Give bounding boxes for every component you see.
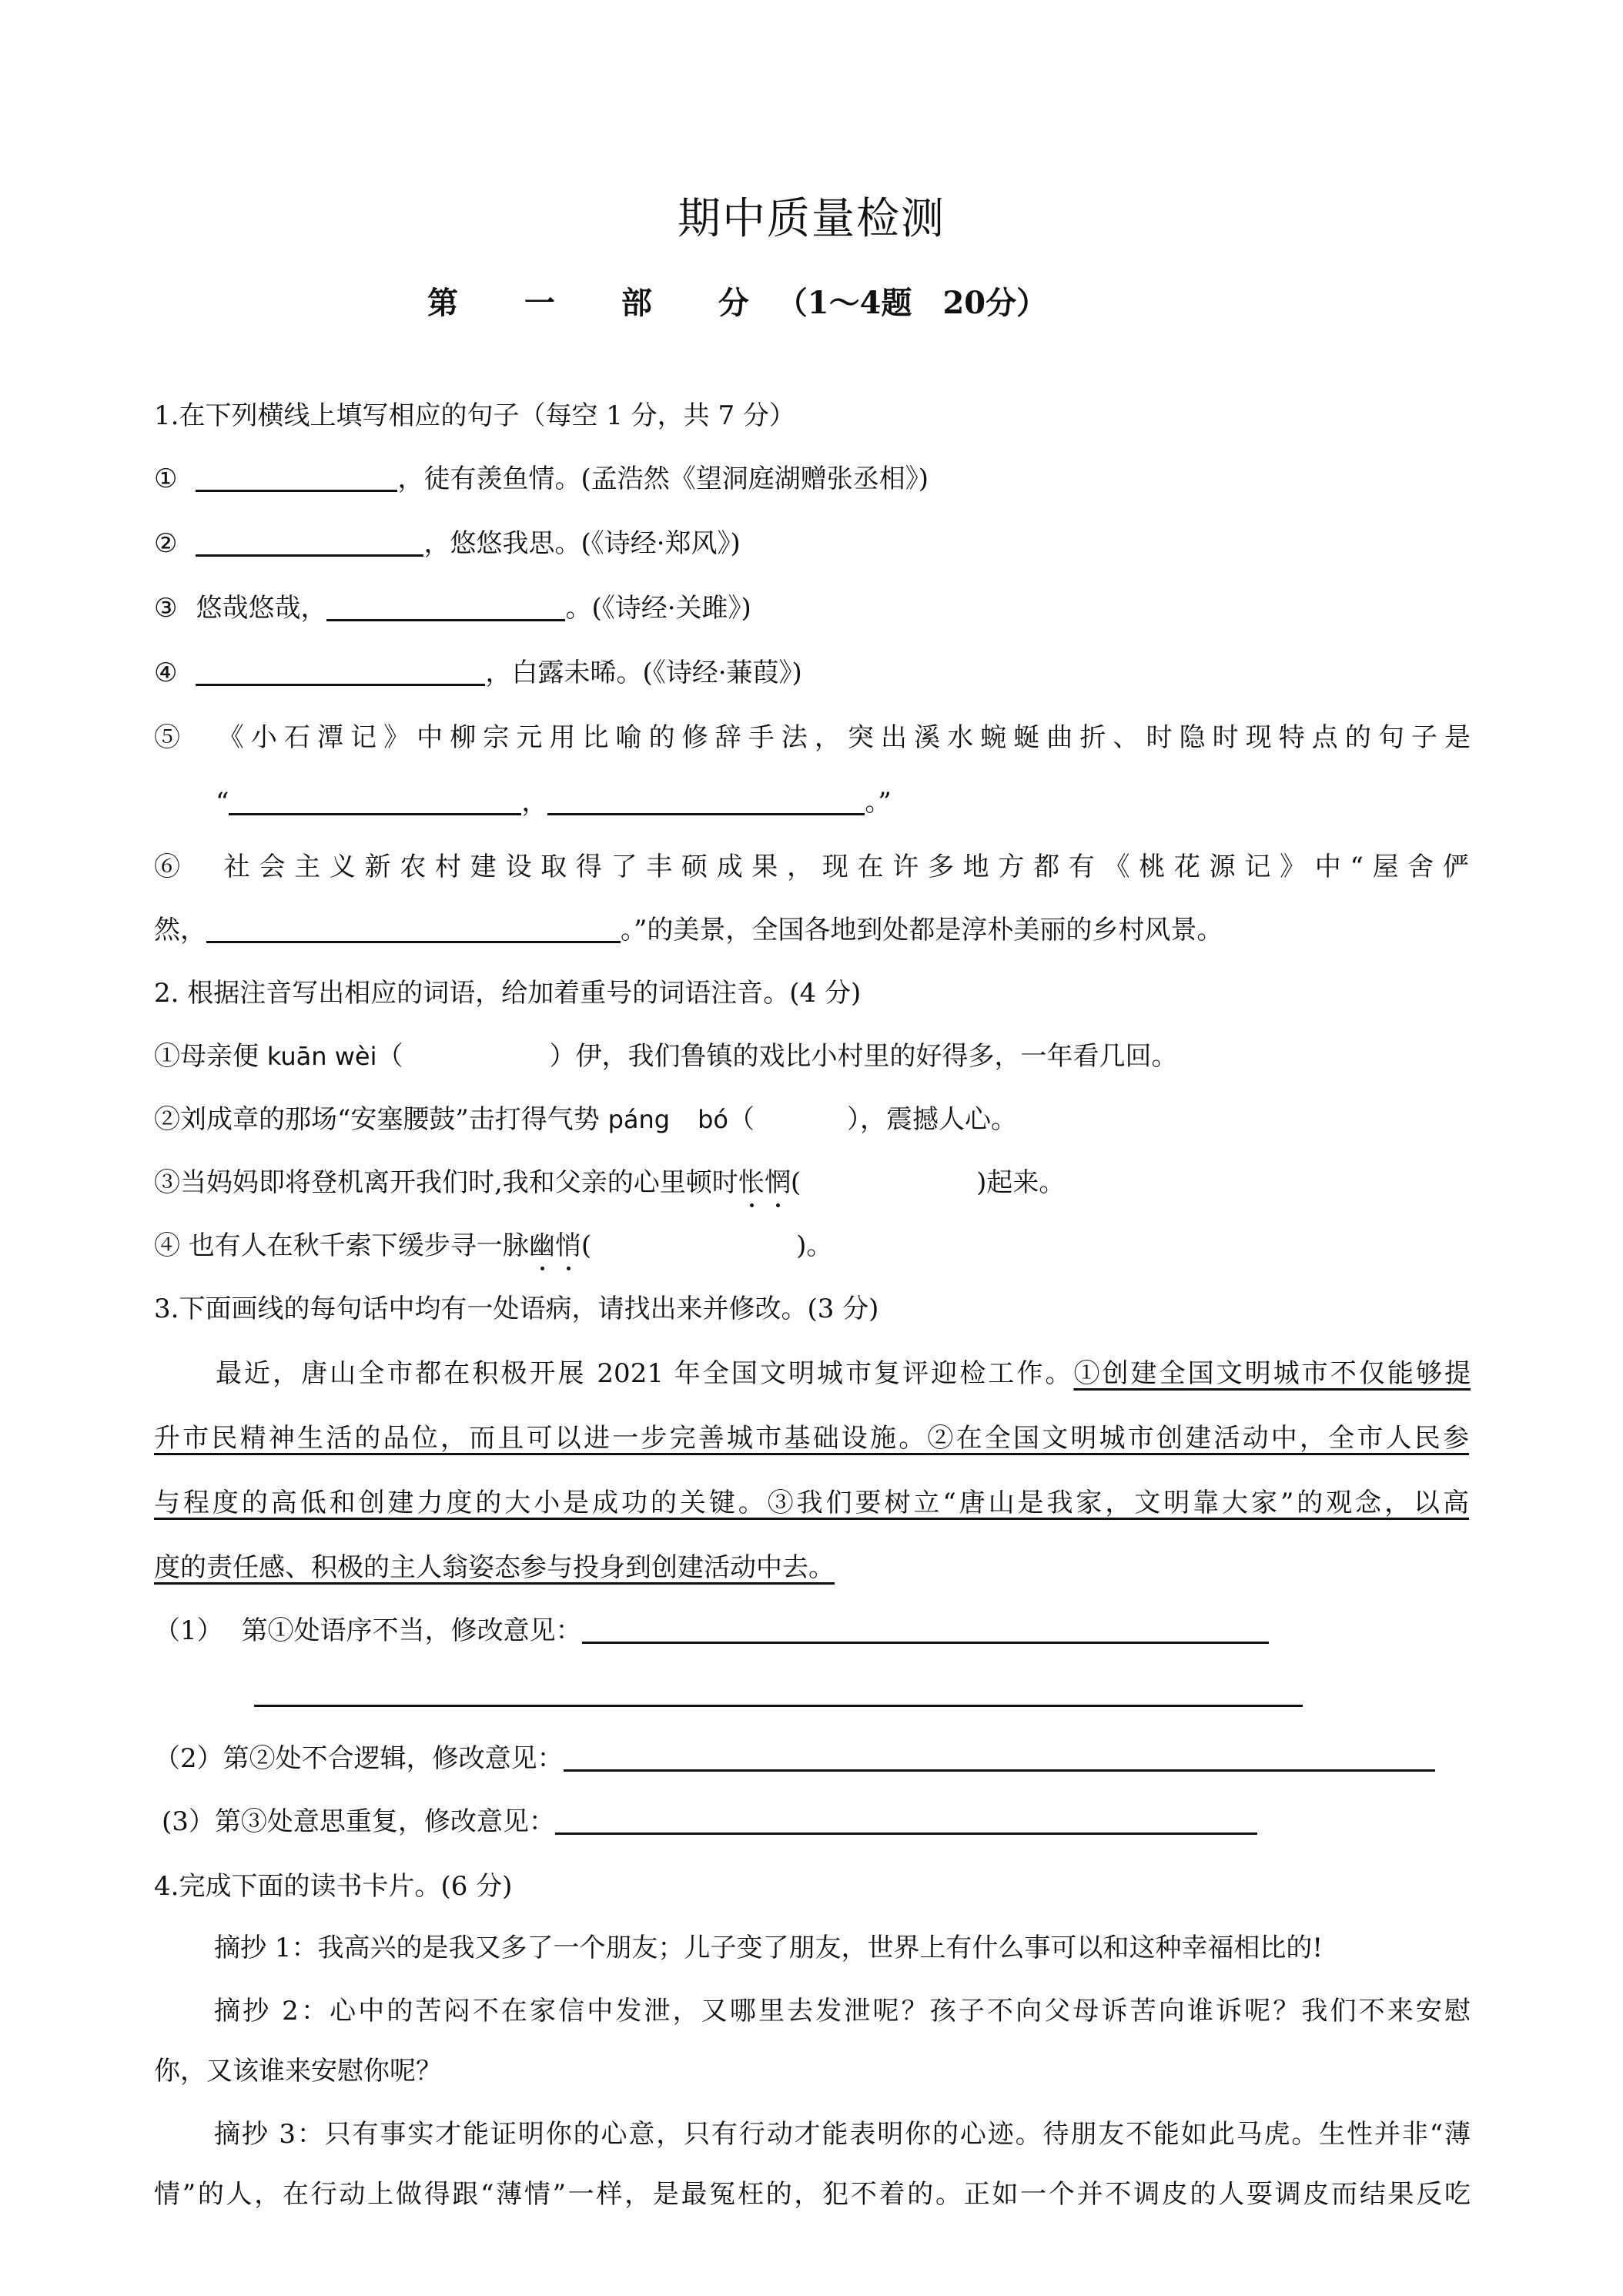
underlined-sentence: 度的责任感、积极的主人翁姿态参与投身到创建活动中去。 [154, 1552, 835, 1583]
q1-item-4 [154, 656, 802, 690]
q3-stem: 3.下面画线的每句话中均有一处语病，请找出来并修改。(3 分) [154, 1294, 879, 1324]
item-text: 社会主义新农村建设取得了丰硕成果，现在许多地方都有《桃花源记》中“屋舍俨 [223, 852, 1469, 882]
emphasis-char: 怅 [738, 1167, 765, 1198]
underlined-sentence: ①创建全国文明城市不仅能够提 [1073, 1358, 1471, 1389]
answer-blank[interactable] [196, 656, 485, 686]
page-title: 期中质量检测 [678, 194, 945, 244]
line-text: ③当妈妈即将登机离开我们时,我和父亲的心里顿时 [154, 1167, 738, 1198]
answer-blank[interactable] [206, 913, 621, 943]
q3-passage-line-3 [154, 1486, 1469, 1520]
answer-blank[interactable] [547, 785, 865, 815]
item-text: ，徒有羡鱼情。(孟浩然《望洞庭湖赠张丞相》) [397, 464, 929, 494]
answer-blank-continuation[interactable] [254, 1705, 1303, 1707]
q1-item-3 [154, 591, 751, 625]
item-text: 《小石潭记》中柳宗元用比喻的修辞手法，突出溪水蜿蜒曲折、时隐时现特点的句子是 [217, 722, 1471, 753]
q3-passage-line-4 [154, 1551, 835, 1585]
pinyin: kuān wèi [266, 1042, 377, 1071]
line-text: )起来。 [976, 1167, 1066, 1198]
answer-blank[interactable] [326, 591, 565, 621]
open-paren: （ [376, 1041, 403, 1072]
q1-stem: 1.在下列横线上填写相应的句子（每空 1 分，共 7 分） [154, 400, 795, 431]
answer-blank[interactable] [229, 785, 521, 815]
item-mark: ① [154, 464, 178, 494]
line-text: ②刘成章的那场“安塞腰鼓”击打得气势 [154, 1104, 608, 1135]
q4-excerpt-1: 摘抄 1：我高兴的是我又多了一个朋友；儿子变了朋友，世界上有什么事可以和这种幸福相比的! [214, 1933, 1323, 1963]
q1-item-1 [154, 462, 929, 496]
open-quote: “ [216, 787, 229, 818]
answer-blank[interactable] [196, 527, 423, 557]
answer-blank[interactable] [196, 462, 397, 492]
part-heading [427, 279, 1047, 323]
comma: ， [521, 787, 548, 818]
item-text: ，悠悠我思。(《诗经·郑风》) [423, 528, 741, 559]
item-text: 。(《诗经·关雎》) [565, 593, 751, 624]
item-mark: ⑤ [154, 722, 188, 753]
answer-blank[interactable] [582, 1614, 1269, 1644]
q2-line-1 [154, 1039, 1177, 1073]
q3-passage-line-2 [154, 1421, 1469, 1455]
q1-item-6-line2 [154, 913, 1223, 947]
q4-excerpt-3-line-1: 摘抄 3：只有事实才能证明你的心意，只有行动才能表明你的心迹。待朋友不能如此马虎。生性并非“薄 [214, 2119, 1471, 2150]
q1-item-5-line1 [154, 721, 1471, 755]
emphasis-char: 悄 [554, 1230, 581, 1261]
q4-excerpt-2-line-1: 摘抄 2：心中的苦闷不在家信中发泄，又哪里去发泄呢？孩子不向父母诉苦向谁诉呢？我们不来安慰 [214, 1996, 1471, 2027]
line-text: ①母亲便 [154, 1041, 267, 1072]
answer-blank[interactable] [555, 1805, 1257, 1835]
q1-item-6-line1 [154, 850, 1469, 884]
pinyin: bó [698, 1105, 728, 1134]
line-text: )。 [796, 1230, 833, 1261]
item-mark: ⑥ [154, 852, 189, 882]
item-text: ，白露未晞。(《诗经·蒹葭》) [485, 658, 802, 688]
item-text-before: 悠哉悠哉， [196, 593, 327, 624]
passage-text: 最近，唐山全市都在积极开展 2021 年全国文明城市复评迎检工作。 [216, 1358, 1074, 1389]
underlined-sentence: ②在全国文明城市创建活动中，全市人民参 [927, 1423, 1470, 1454]
open-paren: ( [581, 1230, 592, 1261]
item-text: 。”的美景，全国各地到处都是淳朴美丽的乡村风景。 [621, 915, 1223, 946]
emphasis-char: 惘 [764, 1167, 791, 1198]
close-quote: 。” [865, 787, 892, 818]
q2-line-4 [154, 1229, 832, 1263]
item-text-before: 然， [154, 915, 206, 946]
part-label: 第 一 部 分 [427, 285, 777, 321]
q2-line-2 [154, 1103, 1017, 1136]
line-text: ），震撼人心。 [846, 1104, 1017, 1135]
q1-item-5-line2 [216, 785, 892, 819]
q3-answer-2 [154, 1742, 1435, 1776]
pinyin: páng [607, 1105, 671, 1134]
underlined-sentence: 与程度的高低和创建力度的大小是成功的关键。③我们要树立“唐山是我家，文明靠大家”的观念，以高 [154, 1488, 1469, 1518]
q3-answer-3 [162, 1805, 1257, 1839]
part-range: （1～4题 20分） [776, 285, 1048, 321]
item-mark: ④ [154, 658, 178, 688]
q2-line-3 [154, 1166, 1065, 1200]
answer-prompt: 第①处语序不当，修改意见： [241, 1615, 582, 1646]
q4-excerpt-2-line-2: 你，又该谁来安慰你呢？ [154, 2056, 442, 2087]
q3-passage-line-1 [216, 1357, 1471, 1391]
answer-number: （1） [154, 1615, 223, 1646]
answer-prompt: (3）第③处意思重复，修改意见： [162, 1806, 555, 1837]
line-text: ）伊，我们鲁镇的戏比小村里的好得多，一年看几回。 [549, 1041, 1178, 1072]
answer-blank[interactable] [564, 1742, 1435, 1772]
q1-item-2 [154, 527, 741, 561]
q3-answer-1 [154, 1614, 1269, 1648]
q4-stem: 4.完成下面的读书卡片。(6 分) [154, 1871, 513, 1902]
underlined-sentence: 升市民精神生活的品位，而且可以进一步完善城市基础设施。 [154, 1423, 928, 1454]
item-mark: ② [154, 528, 178, 559]
open-paren: ( [790, 1167, 801, 1198]
q4-excerpt-3-line-2: 情”的人，在行动上做得跟“薄情”一样，是最冤枉的，犯不着的。正如一个并不调皮的人耍调皮而结果反吃 [154, 2179, 1471, 2210]
open-paren: （ [728, 1104, 755, 1135]
q2-stem: 2. 根据注音写出相应的词语，给加着重号的词语注音。(4 分) [154, 978, 862, 1009]
line-text: ④ 也有人在秋千索下缓步寻一脉 [154, 1230, 529, 1261]
answer-prompt: （2）第②处不合逻辑，修改意见： [154, 1743, 564, 1774]
emphasis-char: 幽 [528, 1230, 555, 1261]
item-mark: ③ [154, 593, 178, 624]
